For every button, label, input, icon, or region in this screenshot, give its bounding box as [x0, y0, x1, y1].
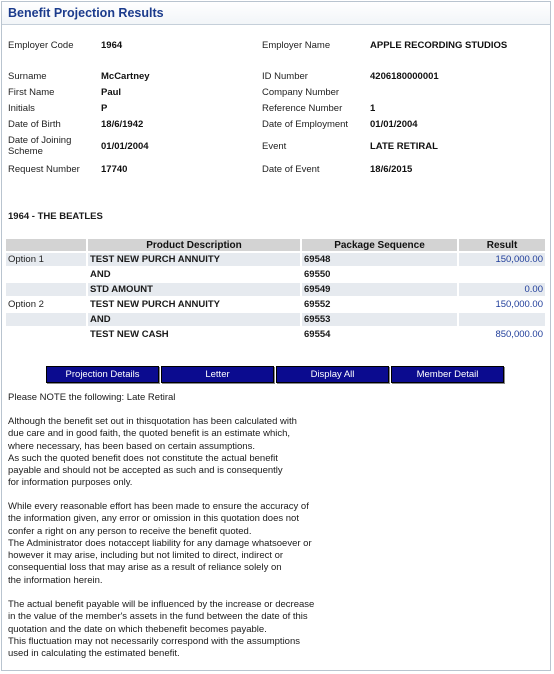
package-sequence-cell: 69550	[300, 268, 457, 281]
option-cell: Option 1	[6, 253, 86, 266]
result-cell: 150,000.00	[457, 253, 545, 266]
table-row	[6, 268, 545, 281]
table-row	[6, 313, 545, 326]
disclaimer-line: where necessary, has been based on certain assumptions.	[8, 440, 255, 452]
disclaimer-line: the information given, any error or omission in this quotation does not	[8, 513, 299, 525]
disclaimer-line: for information purposes only.	[8, 477, 133, 489]
date-of-event-value: 18/6/2015	[370, 164, 413, 175]
option-column-header	[6, 239, 86, 251]
page-title: Benefit Projection Results	[8, 6, 164, 20]
first-name-value: Paul	[101, 87, 122, 98]
package-sequence-cell: 69548	[300, 253, 457, 266]
disclaimer-line: consequential loss that may arise as a result of reliance solely on	[8, 562, 282, 574]
result-cell: 0.00	[457, 283, 545, 296]
dob-label: Date of Birth	[8, 119, 61, 130]
date-of-employment-label: Date of Employment	[262, 119, 349, 130]
package-sequence-cell: 69549	[300, 283, 457, 296]
employer-name-label: Employer Name	[262, 40, 331, 51]
reference-number-label: Reference Number	[262, 103, 343, 114]
package-sequence-cell: 69552	[300, 298, 457, 311]
disclaimer-paragraph	[8, 416, 338, 490]
disclaimer-line: The Administrator does notaccept liability for any damage whatsoever or	[8, 537, 312, 549]
id-number-label: ID Number	[262, 71, 308, 82]
id-number-value: 4206180000001	[370, 71, 439, 82]
disclaimer-line: confer a right on any person to receive the benefit quoted.	[8, 525, 252, 537]
table-row	[6, 328, 545, 341]
result-cell	[457, 268, 545, 281]
table-row	[6, 253, 545, 266]
event-value: LATE RETIRAL	[370, 141, 438, 152]
display-all-button[interactable]: Display All	[276, 366, 389, 383]
table-header-row	[6, 239, 545, 251]
date-of-joining-label: Date of Joining Scheme	[8, 135, 72, 157]
disclaimer-line: however it may arise, including but not limited to direct, indirect or	[8, 550, 284, 562]
disclaimer-line: Although the benefit set out in thisquotation has been calculated with	[8, 416, 297, 427]
disclaimer-line: As such the quoted benefit does not constitute the actual benefit	[8, 452, 278, 464]
date-of-joining-value: 01/01/2004	[101, 141, 149, 152]
disclaimer-line: quotation and the date on which thebenefit becomes payable.	[8, 623, 267, 635]
reference-number-value: 1	[370, 103, 376, 114]
first-name-label: First Name	[8, 87, 55, 98]
table-row	[6, 283, 545, 296]
table-row	[6, 298, 545, 311]
employer-code-label: Employer Code	[8, 40, 74, 51]
product-description-cell: AND	[86, 313, 300, 326]
date-of-employment-value: 01/01/2004	[370, 119, 418, 130]
disclaimer-line: used in calculating the estimated benefit.	[8, 648, 180, 660]
request-number-label: Request Number	[8, 164, 80, 175]
event-label: Event	[262, 141, 287, 152]
product-description-header: Product Description	[86, 239, 300, 251]
title-bar	[2, 2, 550, 25]
company-number-label: Company Number	[262, 87, 340, 98]
disclaimer-line: payable and should not be accepted as such and is consequently	[8, 465, 283, 477]
option-cell	[6, 328, 86, 341]
disclaimer-line: the information herein.	[8, 574, 103, 586]
retiral-note: Please NOTE the following: Late Retiral	[8, 392, 176, 403]
disclaimer-line: The actual benefit payable will be influenced by the increase or decrease	[8, 599, 315, 610]
letter-button[interactable]: Letter	[161, 366, 274, 383]
package-sequence-cell: 69554	[300, 328, 457, 341]
dob-value: 18/6/1942	[101, 119, 144, 130]
projection-details-button[interactable]: Projection Details	[46, 366, 159, 383]
result-cell: 150,000.00	[457, 298, 545, 311]
option-cell	[6, 313, 86, 326]
product-description-cell: AND	[86, 268, 300, 281]
request-number-value: 17740	[101, 164, 128, 175]
package-sequence-cell: 69553	[300, 313, 457, 326]
option-cell	[6, 283, 86, 296]
disclaimer-paragraph	[8, 501, 338, 587]
initials-label: Initials	[8, 103, 35, 114]
employer-code-value: 1964	[101, 40, 123, 51]
disclaimer-line: While every reasonable effort has been made to ensure the accuracy of	[8, 501, 309, 512]
disclaimer-line: due care and in good faith, the quoted benefit is an estimate which,	[8, 428, 291, 440]
result-cell: 850,000.00	[457, 328, 545, 341]
disclaimer-line: This fluctuation may not necessarily correspond with the assumptions	[8, 635, 300, 647]
product-description-cell: TEST NEW CASH	[86, 328, 300, 341]
initials-value: P	[101, 103, 108, 114]
date-of-event-label: Date of Event	[262, 164, 320, 175]
option-cell: Option 2	[8, 299, 44, 310]
product-description-cell: TEST NEW PURCH ANNUITY	[86, 253, 300, 266]
result-header: Result	[457, 239, 545, 251]
product-table	[6, 237, 545, 343]
result-cell	[457, 313, 545, 326]
surname-value: McCartney	[101, 71, 150, 82]
product-description-cell: TEST NEW PURCH ANNUITY	[86, 298, 300, 311]
disclaimer-line: in the value of the member's assets in the fund between the date of this	[8, 611, 308, 623]
member-detail-button[interactable]: Member Detail	[391, 366, 504, 383]
product-description-cell: STD AMOUNT	[86, 283, 300, 296]
package-sequence-header: Package Sequence	[300, 239, 457, 251]
disclaimer-paragraph	[8, 599, 338, 660]
option-cell	[6, 268, 86, 281]
surname-label: Surname	[8, 71, 47, 82]
employer-name-value: APPLE RECORDING STUDIOS	[370, 40, 508, 51]
scheme-heading: 1964 - THE BEATLES	[8, 211, 103, 222]
